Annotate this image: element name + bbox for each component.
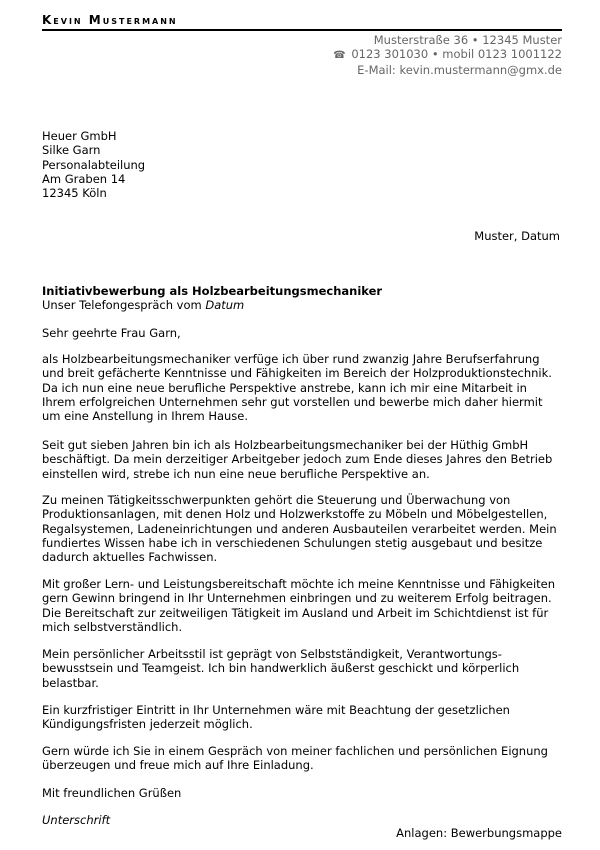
recipient-company: Heuer GmbH xyxy=(42,129,117,143)
sender-address: Musterstraße 36 • 12345 Muster xyxy=(373,33,562,47)
signature: Unterschrift xyxy=(42,813,111,827)
enclosure-note: Anlagen: Bewerbungsmappe xyxy=(396,826,562,840)
body-paragraph: Mein persönlicher Arbeitsstil ist geprägt von Selbstständigkeit, Verantwortungs- bewusstsein und Teamgeist. Ich bin handwerklich äußerst geschickt und körperlich belastbar. xyxy=(42,647,520,690)
recipient-city: 12345 Köln xyxy=(42,186,107,201)
recipient-person: Silke Garn xyxy=(42,143,101,158)
letter-reference xyxy=(42,298,572,312)
header-divider xyxy=(42,29,562,31)
recipient-address-block xyxy=(42,129,145,200)
recipient-department: Personalabteilung xyxy=(42,157,146,172)
body-paragraph: Mit großer Lern- und Leistungsbereitschaft möchte ich meine Kenntnisse und Fähigkeiten gern Gewinn bringend in Ihr Unternehmen einbringen und zu weiterem Erfolg beitragen. Die Bereitschaft zur zeitweiligen Tätigkeit im Ausland und Arbeit im Schichtdienst ist für mich selbstverständlich. xyxy=(42,577,556,634)
body-paragraph: Gern würde ich Sie in einem Gespräch von meiner fachlichen und persönlichen Eignung überzeugen und freue mich auf Ihre Einladung. xyxy=(42,744,548,773)
reference-text: Unser Telefongespräch vom xyxy=(42,298,206,312)
closing-phrase: Mit freundlichen Grüßen xyxy=(42,786,182,800)
sender-contact-block xyxy=(333,33,562,77)
recipient-street: Am Graben 14 xyxy=(42,171,126,186)
place-date: Muster, Datum xyxy=(474,229,560,243)
sender-phone-line xyxy=(333,47,562,63)
body-paragraph: als Holzbearbeitungsmechaniker verfüge ich über rund zwanzig Jahre Berufserfahrung und breit gefächerte Kenntnisse und Fähigkeiten im Bereich der Holzproduktionstechnik. Da ich nun eine neue berufliche Perspektive anstrebe, kann ich mir eine Mitarbeit in Ihrem erfolgreichen Unternehmen sehr gut vorstellen und bewerbe mich daher hiermit um eine Anstellung in Ihrem Hause. xyxy=(42,352,552,424)
letter-subject: Initiativbewerbung als Holzbearbeitungsmechaniker xyxy=(42,284,383,298)
sender-name: Kevin Mustermann xyxy=(42,13,178,27)
phone-icon: ☎ xyxy=(333,50,346,61)
body-paragraph: Zu meinen Tätigkeitsschwerpunkten gehört die Steuerung und Überwachung von Produktionsanlagen, mit denen Holz und Holzwerkstoffe zu Möbeln und Möbelgestellen, Regalsystemen, Ladeneinrichtungen und anderen Ausbauteilen verarbeitet werden. Mein fundiertes Wissen habe ich in verschiedenen Schulungen stetig ausgebaut und besitze dadurch aktuelles Fachwissen. xyxy=(42,493,557,565)
body-paragraph: Ein kurzfristiger Eintritt in Ihr Unternehmen wäre mit Beachtung der gesetzlichen Kündigungsfristen jederzeit möglich. xyxy=(42,703,510,732)
salutation: Sehr geehrte Frau Garn, xyxy=(42,326,181,340)
sender-email: E-Mail: kevin.mustermann@gmx.de xyxy=(357,63,562,77)
sender-phone: 0123 301030 • mobil 0123 1001122 xyxy=(351,47,562,61)
body-paragraph: Seit gut sieben Jahren bin ich als Holzbearbeitungsmechaniker bei der Hüthig GmbH beschäftigt. Da mein derzeitiger Arbeitgeber jedoch zum Ende dieses Jahres den Betrieb einstellen wird, strebe ich nun eine neue berufliche Perspektive an. xyxy=(42,438,553,481)
reference-date-placeholder: Datum xyxy=(205,298,245,312)
